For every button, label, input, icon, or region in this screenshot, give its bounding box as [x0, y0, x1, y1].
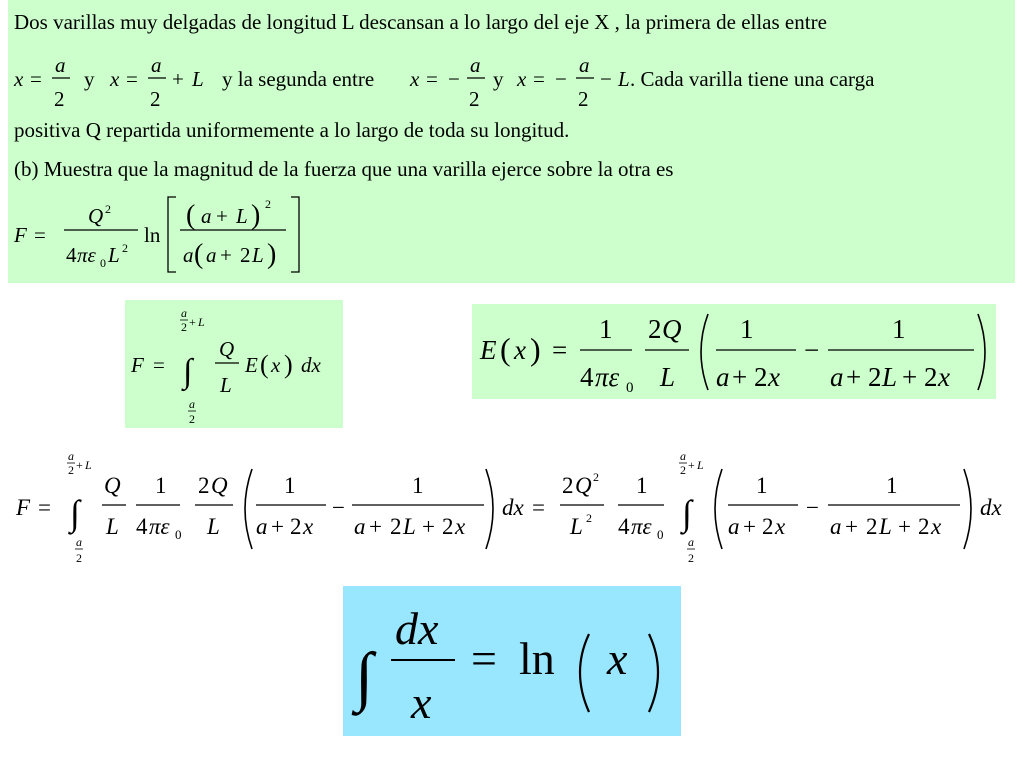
svg-text:∫: ∫ [183, 353, 193, 390]
svg-text:dx: dx [301, 353, 321, 377]
svg-text:−: − [448, 67, 460, 91]
problem-statement-box [8, 0, 1015, 283]
force-integral-formula [125, 300, 343, 428]
svg-text:πε: πε [631, 514, 652, 539]
svg-text:1: 1 [155, 473, 167, 498]
svg-text:a: a [680, 449, 686, 463]
svg-text:L: L [108, 243, 120, 267]
svg-text:x: x [410, 67, 420, 91]
svg-text:x: x [110, 67, 120, 91]
problem-line-2-tail: . Cada varilla tiene una carga [630, 67, 875, 91]
svg-text:x: x [271, 353, 281, 377]
svg-text:2: 2 [290, 514, 302, 539]
svg-text:=: = [532, 495, 545, 520]
svg-text:πε: πε [77, 243, 96, 267]
svg-text:1: 1 [740, 314, 754, 344]
svg-text:2: 2 [562, 473, 574, 498]
svg-text:a: a [68, 449, 74, 463]
problem-line-3: positiva Q repartida uniformemente a lo largo de toda su longitud. [14, 118, 570, 142]
svg-text:2: 2 [754, 362, 768, 392]
svg-text:x: x [768, 362, 780, 392]
svg-text:2: 2 [762, 514, 774, 539]
svg-text:1: 1 [886, 473, 898, 498]
svg-text:2: 2 [593, 470, 599, 484]
svg-text:L: L [403, 514, 416, 539]
problem-line-2 [8, 50, 1008, 120]
svg-text:2: 2 [105, 202, 111, 216]
svg-text:): ) [251, 200, 261, 231]
svg-text:2: 2 [918, 514, 930, 539]
svg-text:πε: πε [149, 514, 170, 539]
svg-text:): ) [284, 350, 293, 379]
svg-text:2: 2 [866, 514, 878, 539]
expanded-integral-formula [0, 445, 1020, 575]
svg-text:+: + [688, 458, 695, 472]
svg-text:1: 1 [892, 314, 906, 344]
svg-text:2: 2 [240, 243, 251, 267]
svg-text:L: L [660, 362, 676, 392]
svg-text:x: x [303, 514, 314, 539]
svg-text:+: + [743, 514, 756, 539]
svg-text:dx: dx [502, 495, 524, 520]
problem-line-2-text: y la segunda entre [222, 67, 375, 91]
svg-text:4: 4 [580, 362, 594, 392]
svg-text:+: + [216, 204, 228, 228]
svg-text:L: L [570, 514, 583, 539]
svg-text:+: + [422, 514, 435, 539]
svg-text:L: L [192, 67, 204, 91]
svg-text:a: a [183, 243, 194, 267]
force-result-formula [8, 192, 328, 282]
svg-text:+: + [902, 362, 918, 392]
svg-text:x: x [14, 67, 24, 91]
svg-text:F: F [16, 495, 31, 520]
svg-text:+: + [898, 514, 911, 539]
svg-text:=: = [552, 335, 568, 365]
svg-text:−: − [600, 67, 612, 91]
svg-text:=: = [38, 495, 51, 520]
svg-text:L: L [697, 458, 704, 472]
svg-text:2: 2 [54, 87, 65, 111]
svg-text:Q: Q [88, 204, 104, 228]
svg-text:1: 1 [284, 473, 296, 498]
svg-text:x: x [517, 67, 527, 91]
svg-text:+: + [220, 243, 232, 267]
svg-text:1: 1 [412, 473, 424, 498]
svg-text:∫: ∫ [70, 493, 80, 533]
svg-text:x: x [775, 514, 786, 539]
svg-text:a: a [256, 514, 268, 539]
svg-text:4: 4 [136, 514, 148, 539]
svg-text:a: a [728, 514, 740, 539]
svg-text:2: 2 [189, 412, 195, 426]
svg-text:a: a [830, 362, 844, 392]
conj-y-1: y [84, 67, 95, 91]
svg-text:(: ( [500, 331, 511, 367]
svg-text:Q: Q [104, 473, 121, 498]
svg-text:a: a [716, 362, 730, 392]
svg-text:L: L [220, 373, 232, 397]
svg-text:(: ( [260, 350, 269, 379]
svg-text:dx: dx [980, 495, 1002, 520]
svg-text:+: + [732, 362, 748, 392]
svg-text:Q: Q [211, 473, 228, 498]
svg-text:a: a [189, 397, 195, 411]
svg-text:+: + [845, 514, 858, 539]
svg-text:2: 2 [680, 463, 686, 477]
svg-text:x: x [514, 335, 526, 365]
svg-text:a: a [201, 204, 212, 228]
svg-text:2: 2 [68, 463, 74, 477]
svg-text:4: 4 [618, 514, 630, 539]
svg-text:a: a [76, 535, 82, 549]
svg-text:2: 2 [442, 514, 454, 539]
force-integral-box [125, 300, 343, 428]
svg-text:x: x [411, 677, 432, 728]
svg-text:=: = [426, 67, 438, 91]
svg-text:2: 2 [648, 314, 662, 344]
svg-text:L: L [106, 514, 119, 539]
svg-text:+: + [271, 514, 284, 539]
svg-text:L: L [252, 243, 264, 267]
log-integral-formula [343, 586, 681, 736]
svg-text:−: − [804, 335, 820, 365]
svg-text:E: E [480, 335, 497, 365]
svg-text:(: ( [186, 200, 196, 231]
conj-y-2: y [493, 67, 504, 91]
svg-text:=: = [153, 353, 165, 377]
svg-text:(: ( [194, 239, 204, 270]
svg-text:ln: ln [144, 223, 161, 247]
svg-text:F: F [131, 353, 144, 377]
svg-text:+: + [76, 458, 83, 472]
svg-text:Q: Q [219, 337, 235, 361]
svg-text:a: a [55, 53, 66, 77]
svg-text:a: a [579, 53, 590, 77]
svg-text:): ) [530, 331, 541, 367]
svg-text:2: 2 [198, 473, 210, 498]
svg-text:a: a [470, 53, 481, 77]
svg-text:0: 0 [175, 527, 182, 542]
problem-line-4: (b) Muestra que la magnitud de la fuerza que una varilla ejerce sobre la otra es [14, 157, 674, 181]
svg-text:L: L [618, 67, 630, 91]
svg-text:0: 0 [100, 256, 106, 270]
svg-text:=: = [471, 633, 497, 684]
svg-text:): ) [267, 239, 277, 270]
svg-text:+: + [172, 67, 184, 91]
svg-text:1: 1 [636, 473, 648, 498]
svg-text:2: 2 [868, 362, 882, 392]
svg-text:∫: ∫ [682, 493, 692, 533]
svg-text:Q: Q [575, 473, 592, 498]
svg-text:+: + [846, 362, 862, 392]
svg-text:+: + [369, 514, 382, 539]
svg-text:a: a [206, 243, 217, 267]
svg-text:a: a [688, 535, 694, 549]
svg-text:x: x [455, 514, 466, 539]
svg-text:E: E [245, 353, 258, 377]
log-integral-box [343, 586, 681, 736]
svg-text:dx: dx [395, 603, 439, 654]
svg-text:2: 2 [688, 551, 694, 565]
problem-line-1: Dos varillas muy delgadas de longitud L descansan a lo largo del eje X , la primera de ellas entre [14, 10, 827, 34]
svg-text:L: L [198, 315, 205, 329]
svg-text:1: 1 [756, 473, 768, 498]
svg-text:−: − [555, 67, 567, 91]
svg-text:x: x [607, 633, 628, 684]
svg-text:L: L [85, 458, 92, 472]
svg-text:=: = [30, 67, 42, 91]
svg-text:=: = [34, 223, 46, 247]
svg-text:1: 1 [599, 314, 613, 344]
svg-text:a: a [181, 306, 187, 320]
svg-text:F: F [14, 223, 27, 247]
svg-text:=: = [126, 67, 138, 91]
svg-text:2: 2 [390, 514, 402, 539]
svg-text:∫: ∫ [355, 640, 374, 713]
svg-text:L: L [879, 514, 892, 539]
svg-text:−: − [806, 495, 819, 520]
svg-text:L: L [882, 362, 898, 392]
svg-text:4: 4 [66, 243, 77, 267]
svg-text:2: 2 [578, 87, 589, 111]
svg-text:−: − [332, 495, 345, 520]
svg-text:L: L [236, 204, 248, 228]
svg-text:2: 2 [150, 87, 161, 111]
field-formula [472, 304, 996, 399]
svg-text:=: = [533, 67, 545, 91]
svg-text:L: L [207, 514, 220, 539]
svg-text:Q: Q [662, 314, 682, 344]
svg-text:a: a [151, 53, 162, 77]
svg-text:2: 2 [265, 197, 271, 211]
svg-text:2: 2 [76, 551, 82, 565]
svg-text:a: a [830, 514, 842, 539]
svg-text:ln: ln [519, 633, 555, 684]
svg-text:x: x [938, 362, 950, 392]
svg-text:πε: πε [595, 362, 620, 392]
svg-text:0: 0 [626, 380, 634, 396]
svg-text:a: a [354, 514, 366, 539]
svg-text:2: 2 [181, 320, 187, 334]
svg-text:2: 2 [122, 241, 128, 255]
svg-text:0: 0 [657, 527, 664, 542]
field-box [472, 304, 996, 399]
svg-text:2: 2 [469, 87, 480, 111]
svg-text:x: x [931, 514, 942, 539]
svg-text:+: + [189, 315, 196, 329]
svg-text:2: 2 [586, 511, 592, 525]
svg-text:2: 2 [924, 362, 938, 392]
